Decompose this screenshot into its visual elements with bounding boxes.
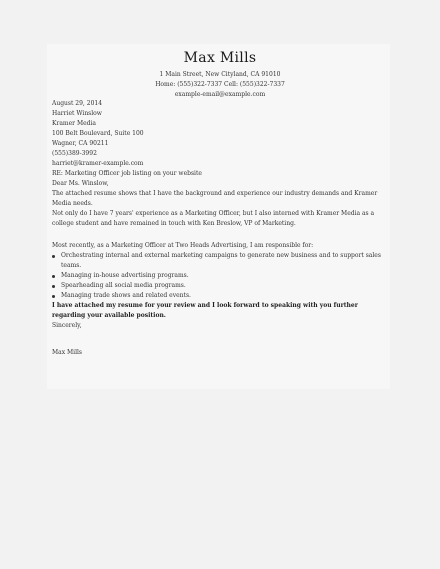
- sender-name: Max Mills: [183, 50, 257, 66]
- signoff: Sincerely,: [52, 322, 82, 329]
- sender-email: example-email@example.com: [174, 91, 266, 98]
- paragraph-3: Most recently, as a Marketing Officer at Two Heads Advertising, I am responsible for:: [52, 242, 314, 249]
- recipient-company: Kramer Media: [52, 120, 96, 127]
- closing-paragraph: I have attached my resume for your review and I look forward to speaking with you further regarding your available position.: [52, 302, 358, 319]
- list-item: Spearheading all social media programs.: [52, 281, 382, 291]
- list-item: Managing in-house advertising programs.: [52, 271, 382, 281]
- salutation: Dear Ms. Winslow,: [52, 180, 109, 187]
- list-item: Orchestrating internal and external marketing campaigns to generate new business and to support sales teams.: [52, 251, 382, 271]
- responsibility-list: [52, 251, 382, 301]
- recipient-street: 100 Belt Boulevard, Suite 100: [52, 130, 144, 137]
- recipient-email: harriet@kramer-example.com: [52, 160, 144, 167]
- subject-line: RE: Marketing Officer job listing on your website: [52, 170, 202, 177]
- recipient-city: Wagner, CA 90211: [52, 140, 109, 147]
- sender-phones: Home: (555)322-7337 Cell: (555)322-7337: [155, 81, 285, 88]
- spacer: [52, 331, 382, 348]
- paragraph-2: Not only do I have 7 years' experience as a Marketing Officer, but I also interned with Kramer Media as a college student and have remained in touch with Ken Breslow, VP of Marketing.: [52, 210, 375, 227]
- paragraph-1: The attached resume shows that I have the background and experience our industry demands and Kramer Media needs.: [52, 190, 378, 207]
- list-item: Managing trade shows and related events.: [52, 291, 382, 301]
- recipient-name: Harriet Winslow: [52, 110, 102, 117]
- sender-address: 1 Main Street, New Cityland, CA 91010: [159, 71, 281, 78]
- signature-name: Max Mills: [52, 349, 82, 356]
- letter-date: August 29, 2014: [52, 100, 103, 107]
- recipient-phone: (555)389-3992: [52, 150, 97, 157]
- letter-body: [52, 99, 382, 358]
- spacer: [52, 229, 382, 241]
